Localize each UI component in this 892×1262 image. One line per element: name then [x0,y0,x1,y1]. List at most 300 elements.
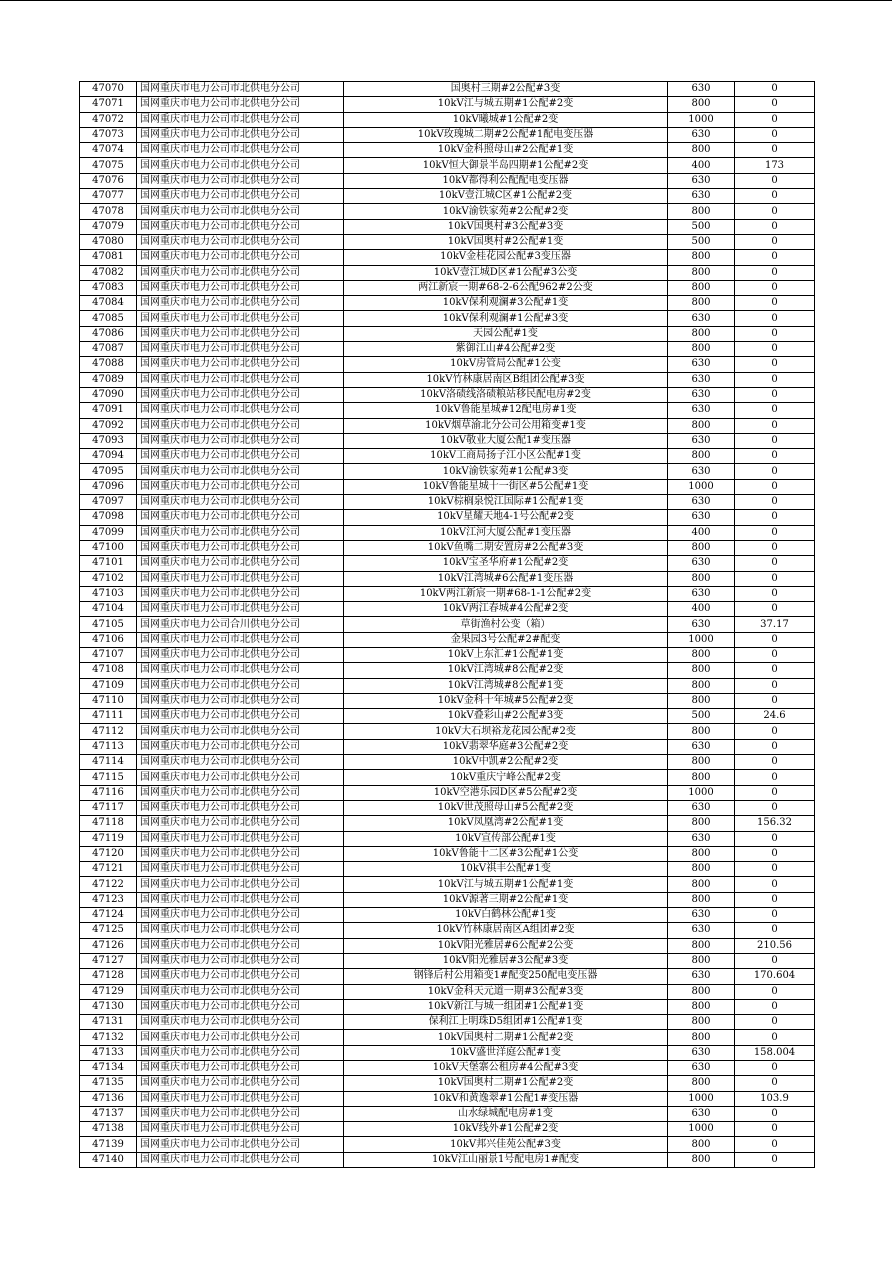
capacity-cell: 630 [668,311,735,326]
table-row [80,433,815,448]
transformer-name-cell: 草街渔村公变（箱） [344,617,668,632]
page-top-rule [0,0,892,1]
row-number-cell: 47084 [80,296,137,311]
value-cell: 0 [735,1030,815,1045]
value-cell: 0 [735,372,815,387]
table-row [80,540,815,555]
transformer-name-cell: 10kV渝铁家苑#2公配#2变 [344,204,668,219]
capacity-cell: 800 [668,1030,735,1045]
row-number-cell: 47075 [80,158,137,173]
capacity-cell: 800 [668,571,735,586]
company-cell: 国网重庆市电力公司市北供电分公司 [137,510,344,525]
capacity-cell: 630 [668,189,735,204]
transformer-name-cell: 10kV金科天元道一期#3公配#3变 [344,984,668,999]
row-number-cell: 47128 [80,969,137,984]
company-cell: 国网重庆市电力公司市北供电分公司 [137,908,344,923]
table-row [80,892,815,907]
capacity-cell: 630 [668,82,735,97]
value-cell: 0 [735,586,815,601]
row-number-cell: 47088 [80,357,137,372]
row-number-cell: 47113 [80,739,137,754]
value-cell: 170.604 [735,969,815,984]
transformer-name-cell: 10kV白鹤林公配#1变 [344,908,668,923]
row-number-cell: 47111 [80,709,137,724]
row-number-cell: 47093 [80,433,137,448]
transformer-name-cell: 10kV凤凰湾#2公配#1变 [344,816,668,831]
value-cell: 0 [735,1015,815,1030]
value-cell: 0 [735,357,815,372]
transformer-name-cell: 10kV鲁能十二区#3公配#1公变 [344,846,668,861]
company-cell: 国网重庆市电力公司市北供电分公司 [137,1152,344,1167]
transformer-name-cell: 10kV棕榈泉悦江国际#1公配#1变 [344,495,668,510]
row-number-cell: 47133 [80,1045,137,1060]
transformer-name-cell: 10kV叠彩山#2公配#3变 [344,709,668,724]
value-cell: 0 [735,923,815,938]
capacity-cell: 630 [668,586,735,601]
table-row [80,265,815,280]
table-row [80,189,815,204]
transformer-name-cell: 10kV江与城五期#1公配#1变 [344,877,668,892]
company-cell: 国网重庆市电力公司市北供电分公司 [137,709,344,724]
company-cell: 国网重庆市电力公司市北供电分公司 [137,999,344,1014]
table-row [80,311,815,326]
transformer-name-cell: 10kV星耀天地4-1号公配#2变 [344,510,668,525]
row-number-cell: 47125 [80,923,137,938]
row-number-cell: 47071 [80,97,137,112]
transformer-name-cell: 10kV两江春城#4公配#2变 [344,602,668,617]
value-cell: 0 [735,326,815,341]
table-row [80,418,815,433]
capacity-cell: 500 [668,234,735,249]
table-row [80,1137,815,1152]
table-row [80,173,815,188]
row-number-cell: 47073 [80,127,137,142]
capacity-cell: 800 [668,999,735,1014]
value-cell: 0 [735,495,815,510]
row-number-cell: 47119 [80,831,137,846]
capacity-cell: 800 [668,724,735,739]
transformer-name-cell: 10kV国奥村#2公配#1变 [344,234,668,249]
table-row [80,739,815,754]
table-row [80,1045,815,1060]
table-row [80,326,815,341]
company-cell: 国网重庆市电力公司市北供电分公司 [137,296,344,311]
capacity-cell: 800 [668,1015,735,1030]
value-cell: 0 [735,525,815,540]
capacity-cell: 800 [668,877,735,892]
transformer-name-cell: 金果园3号公配#2#配变 [344,632,668,647]
company-cell: 国网重庆市电力公司市北供电分公司 [137,525,344,540]
table-row [80,969,815,984]
row-number-cell: 47082 [80,265,137,280]
table-row [80,846,815,861]
transformer-name-cell: 10kV保利观澜#1公配#3变 [344,311,668,326]
value-cell: 0 [735,693,815,708]
value-cell: 0 [735,510,815,525]
value-cell: 0 [735,311,815,326]
row-number-cell: 47077 [80,189,137,204]
table-row [80,953,815,968]
company-cell: 国网重庆市电力公司市北供电分公司 [137,1137,344,1152]
table-row [80,862,815,877]
value-cell: 0 [735,449,815,464]
value-cell: 0 [735,219,815,234]
value-cell: 0 [735,877,815,892]
capacity-cell: 800 [668,892,735,907]
capacity-cell: 400 [668,602,735,617]
table-row [80,204,815,219]
capacity-cell: 630 [668,739,735,754]
table-row [80,1030,815,1045]
value-cell: 0 [735,999,815,1014]
table-row [80,693,815,708]
value-cell: 0 [735,984,815,999]
row-number-cell: 47124 [80,908,137,923]
capacity-cell: 1000 [668,785,735,800]
transformer-name-cell: 10kV重庆宁峰公配#2变 [344,770,668,785]
row-number-cell: 47132 [80,1030,137,1045]
capacity-cell: 630 [668,464,735,479]
row-number-cell: 47089 [80,372,137,387]
transformer-name-cell: 山水绿城配电房#1变 [344,1106,668,1121]
capacity-cell: 630 [668,908,735,923]
value-cell: 0 [735,189,815,204]
row-number-cell: 47081 [80,250,137,265]
value-cell: 24.6 [735,709,815,724]
company-cell: 国网重庆市电力公司市北供电分公司 [137,862,344,877]
row-number-cell: 47080 [80,234,137,249]
transformer-name-cell: 10kV曦城#1公配#2变 [344,112,668,127]
value-cell: 0 [735,1122,815,1137]
capacity-cell: 800 [668,204,735,219]
row-number-cell: 47104 [80,602,137,617]
company-cell: 国网重庆市电力公司市北供电分公司 [137,1045,344,1060]
transformer-name-cell: 10kV江河大厦公配#1变压器 [344,525,668,540]
capacity-cell: 800 [668,1152,735,1167]
table-row [80,632,815,647]
table-row [80,250,815,265]
transformer-name-cell: 10kV翡翠华庭#3公配#2变 [344,739,668,754]
transformer-name-cell: 10kV中凯#2公配#2变 [344,755,668,770]
transformer-name-cell: 10kV国奥村二期#1公配#2变 [344,1076,668,1091]
row-number-cell: 47092 [80,418,137,433]
table-row [80,219,815,234]
row-number-cell: 47118 [80,816,137,831]
capacity-cell: 800 [668,647,735,662]
value-cell: 0 [735,755,815,770]
capacity-cell: 800 [668,953,735,968]
value-cell: 0 [735,127,815,142]
capacity-cell: 800 [668,326,735,341]
row-number-cell: 47140 [80,1152,137,1167]
transformer-name-cell: 10kV阳光雅居#3公配#3变 [344,953,668,968]
transformer-name-cell: 10kV竹林康居南区A组团#2变 [344,923,668,938]
transformer-name-cell: 10kV宝圣华府#1公配#2变 [344,556,668,571]
capacity-cell: 630 [668,923,735,938]
table-row [80,158,815,173]
company-cell: 国网重庆市电力公司市北供电分公司 [137,602,344,617]
row-number-cell: 47126 [80,938,137,953]
capacity-cell: 800 [668,984,735,999]
company-cell: 国网重庆市电力公司市北供电分公司 [137,892,344,907]
row-number-cell: 47117 [80,800,137,815]
capacity-cell: 1000 [668,1091,735,1106]
row-number-cell: 47108 [80,663,137,678]
value-cell: 0 [735,112,815,127]
company-cell: 国网重庆市电力公司市北供电分公司 [137,403,344,418]
capacity-cell: 630 [668,387,735,402]
value-cell: 0 [735,540,815,555]
capacity-cell: 1000 [668,632,735,647]
company-cell: 国网重庆市电力公司市北供电分公司 [137,739,344,754]
capacity-cell: 630 [668,617,735,632]
table-row [80,556,815,571]
row-number-cell: 47109 [80,678,137,693]
value-cell: 0 [735,862,815,877]
row-number-cell: 47076 [80,173,137,188]
table-row [80,877,815,892]
table-row [80,234,815,249]
capacity-cell: 630 [668,495,735,510]
company-cell: 国网重庆市电力公司市北供电分公司 [137,82,344,97]
table-row [80,800,815,815]
table-row [80,709,815,724]
capacity-cell: 800 [668,846,735,861]
table-row [80,127,815,142]
company-cell: 国网重庆市电力公司市北供电分公司 [137,372,344,387]
table-row [80,617,815,632]
value-cell: 0 [735,418,815,433]
capacity-cell: 800 [668,816,735,831]
table-row [80,785,815,800]
value-cell: 0 [735,250,815,265]
table-row [80,984,815,999]
capacity-cell: 800 [668,143,735,158]
transformer-name-cell: 10kV江湾城#8公配#1变 [344,678,668,693]
transformer-name-cell: 10kV江湾城#6公配#1变压器 [344,571,668,586]
company-cell: 国网重庆市电力公司市北供电分公司 [137,693,344,708]
table-row [80,112,815,127]
capacity-cell: 630 [668,556,735,571]
table-row [80,999,815,1014]
transformer-name-cell: 10kV世茂照母山#5公配#2变 [344,800,668,815]
transformer-name-cell: 10kV盛世洋庭公配#1变 [344,1045,668,1060]
row-number-cell: 47123 [80,892,137,907]
capacity-cell: 800 [668,280,735,295]
row-number-cell: 47101 [80,556,137,571]
company-cell: 国网重庆市电力公司市北供电分公司 [137,1091,344,1106]
capacity-cell: 630 [668,510,735,525]
company-cell: 国网重庆市电力公司市北供电分公司 [137,173,344,188]
capacity-cell: 800 [668,678,735,693]
row-number-cell: 47127 [80,953,137,968]
capacity-cell: 800 [668,755,735,770]
table-body [80,82,815,1168]
table-row [80,816,815,831]
row-number-cell: 47114 [80,755,137,770]
transformer-name-cell: 10kV国奥村#3公配#3变 [344,219,668,234]
transformer-name-cell: 保利江上明珠D5组团#1公配#1变 [344,1015,668,1030]
company-cell: 国网重庆市电力公司市北供电分公司 [137,647,344,662]
value-cell: 0 [735,82,815,97]
company-cell: 国网重庆市电力公司市北供电分公司 [137,969,344,984]
value-cell: 0 [735,724,815,739]
transformer-name-cell: 10kV玫瑰城二期#2公配#1配电变压器 [344,127,668,142]
table-row [80,831,815,846]
row-number-cell: 47122 [80,877,137,892]
table-row [80,571,815,586]
value-cell: 0 [735,908,815,923]
capacity-cell: 1000 [668,1122,735,1137]
row-number-cell: 47099 [80,525,137,540]
row-number-cell: 47138 [80,1122,137,1137]
transformer-name-cell: 10kV竹林康居南区B组团公配#3变 [344,372,668,387]
value-cell: 0 [735,800,815,815]
capacity-cell: 630 [668,372,735,387]
value-cell: 0 [735,296,815,311]
table-row [80,296,815,311]
transformer-name-cell: 10kV烟草渝北分公司公用箱变#1变 [344,418,668,433]
company-cell: 国网重庆市电力公司市北供电分公司 [137,877,344,892]
value-cell: 0 [735,234,815,249]
transformer-name-cell: 10kV空港乐园D区#5公配#2变 [344,785,668,800]
company-cell: 国网重庆市电力公司市北供电分公司 [137,464,344,479]
company-cell: 国网重庆市电力公司市北供电分公司 [137,953,344,968]
company-cell: 国网重庆市电力公司市北供电分公司 [137,816,344,831]
value-cell: 0 [735,143,815,158]
transformer-name-cell: 钢锋后村公用箱变1#配变250配电变压器 [344,969,668,984]
capacity-cell: 800 [668,418,735,433]
company-cell: 国网重庆市电力公司市北供电分公司 [137,1122,344,1137]
capacity-cell: 500 [668,709,735,724]
row-number-cell: 47121 [80,862,137,877]
company-cell: 国网重庆市电力公司市北供电分公司 [137,571,344,586]
transformer-name-cell: 紫御江山#4公配#2变 [344,342,668,357]
transformer-name-cell: 10kV源著三期#2公配#1变 [344,892,668,907]
company-cell: 国网重庆市电力公司市北供电分公司 [137,755,344,770]
capacity-cell: 630 [668,127,735,142]
value-cell: 0 [735,846,815,861]
table-row [80,82,815,97]
transformer-name-cell: 10kV都得利公配配电变压器 [344,173,668,188]
company-cell: 国网重庆市电力公司市北供电分公司 [137,785,344,800]
value-cell: 0 [735,1152,815,1167]
capacity-cell: 1000 [668,479,735,494]
table-row [80,586,815,601]
company-cell: 国网重庆市电力公司市北供电分公司 [137,663,344,678]
value-cell: 0 [735,173,815,188]
row-number-cell: 47083 [80,280,137,295]
row-number-cell: 47129 [80,984,137,999]
row-number-cell: 47116 [80,785,137,800]
capacity-cell: 500 [668,219,735,234]
table-row [80,342,815,357]
value-cell: 0 [735,647,815,662]
company-cell: 国网重庆市电力公司市北供电分公司 [137,127,344,142]
table-row [80,1091,815,1106]
row-number-cell: 47130 [80,999,137,1014]
value-cell: 0 [735,280,815,295]
capacity-cell: 400 [668,525,735,540]
value-cell: 0 [735,831,815,846]
transformer-name-cell: 10kV宣传部公配#1变 [344,831,668,846]
row-number-cell: 47086 [80,326,137,341]
capacity-cell: 800 [668,540,735,555]
value-cell: 0 [735,97,815,112]
row-number-cell: 47137 [80,1106,137,1121]
company-cell: 国网重庆市电力公司市北供电分公司 [137,1076,344,1091]
company-cell: 国网重庆市电力公司市北供电分公司 [137,984,344,999]
table-row [80,647,815,662]
row-number-cell: 47096 [80,479,137,494]
row-number-cell: 47085 [80,311,137,326]
row-number-cell: 47072 [80,112,137,127]
value-cell: 0 [735,663,815,678]
table-row [80,1015,815,1030]
company-cell: 国网重庆市电力公司市北供电分公司 [137,770,344,785]
table-row [80,1152,815,1167]
row-number-cell: 47110 [80,693,137,708]
value-cell: 0 [735,953,815,968]
company-cell: 国网重庆市电力公司市北供电分公司 [137,678,344,693]
capacity-cell: 630 [668,1106,735,1121]
row-number-cell: 47074 [80,143,137,158]
company-cell: 国网重庆市电力公司市北供电分公司 [137,831,344,846]
value-cell: 0 [735,602,815,617]
capacity-cell: 630 [668,831,735,846]
company-cell: 国网重庆市电力公司市北供电分公司 [137,495,344,510]
value-cell: 37.17 [735,617,815,632]
transformer-name-cell: 10kV金科十年城#5公配#2变 [344,693,668,708]
company-cell: 国网重庆市电力公司市北供电分公司 [137,234,344,249]
transformer-name-cell: 10kV壹江城D区#1公配#3公变 [344,265,668,280]
value-cell: 156.32 [735,816,815,831]
transformer-name-cell: 10kV新江与城一组团#1公配#1变 [344,999,668,1014]
table-row [80,464,815,479]
value-cell: 0 [735,479,815,494]
row-number-cell: 47105 [80,617,137,632]
table-row [80,602,815,617]
company-cell: 国网重庆市电力公司市北供电分公司 [137,189,344,204]
company-cell: 国网重庆市电力公司市北供电分公司 [137,923,344,938]
company-cell: 国网重庆市电力公司市北供电分公司 [137,556,344,571]
row-number-cell: 47100 [80,540,137,555]
row-number-cell: 47134 [80,1061,137,1076]
table-row [80,678,815,693]
capacity-cell: 630 [668,1045,735,1060]
table-row [80,663,815,678]
row-number-cell: 47106 [80,632,137,647]
company-cell: 国网重庆市电力公司市北供电分公司 [137,1106,344,1121]
transformer-name-cell: 10kV保利观澜#3公配#1变 [344,296,668,311]
row-number-cell: 47094 [80,449,137,464]
table-row [80,755,815,770]
company-cell: 国网重庆市电力公司市北供电分公司 [137,938,344,953]
row-number-cell: 47139 [80,1137,137,1152]
table-row [80,1106,815,1121]
transformer-name-cell: 10kV阳光雅居#6公配#2公变 [344,938,668,953]
company-cell: 国网重庆市电力公司市北供电分公司 [137,1030,344,1045]
transformer-name-cell: 10kV渝铁家苑#1公配#3变 [344,464,668,479]
row-number-cell: 47079 [80,219,137,234]
row-number-cell: 47131 [80,1015,137,1030]
table-row [80,495,815,510]
value-cell: 173 [735,158,815,173]
capacity-cell: 800 [668,770,735,785]
row-number-cell: 47095 [80,464,137,479]
company-cell: 国网重庆市电力公司市北供电分公司 [137,326,344,341]
value-cell: 0 [735,464,815,479]
